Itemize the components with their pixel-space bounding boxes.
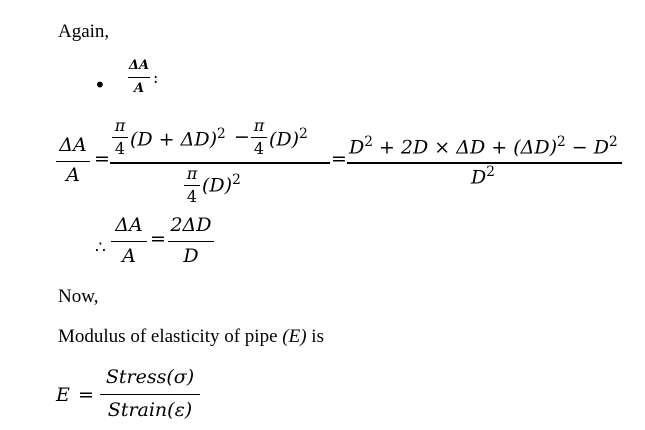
eq2-rhs-denominator: D bbox=[183, 245, 199, 267]
modulus-post: is bbox=[306, 326, 324, 347]
modulus-symbol: (E) bbox=[282, 326, 307, 347]
rhs-middle: + 2D × ΔD + (ΔD) bbox=[372, 136, 557, 159]
term2-text: (D) bbox=[269, 128, 300, 151]
eq1-num-term1 bbox=[130, 126, 226, 151]
eq1-rhs-numerator bbox=[349, 134, 618, 159]
four-digit: 4 bbox=[186, 187, 198, 206]
eq3-fraction bbox=[100, 366, 200, 426]
bullet-numerator: ΔA bbox=[128, 58, 150, 73]
fraction-bar bbox=[111, 241, 147, 242]
bullet-colon: : bbox=[153, 68, 159, 87]
exponent: 2 bbox=[364, 134, 373, 150]
now-text: Now, bbox=[58, 286, 99, 307]
eq1-lhs-fraction bbox=[56, 134, 90, 190]
fraction-bar bbox=[100, 394, 200, 395]
bullet-fraction bbox=[128, 58, 150, 102]
eq1-equals-2: = bbox=[331, 148, 347, 170]
fraction-bar bbox=[110, 162, 330, 164]
term1-text: (D + ΔD) bbox=[130, 128, 218, 151]
eq1-equals-1: = bbox=[94, 148, 110, 170]
fraction-bar bbox=[168, 241, 214, 242]
exponent: 2 bbox=[217, 126, 226, 142]
eq2-lhs-denominator: A bbox=[122, 245, 136, 267]
exponent: 2 bbox=[232, 172, 241, 188]
fraction-bar bbox=[251, 137, 267, 138]
eq1-lhs-denominator: A bbox=[66, 164, 80, 186]
eq3-denominator: Strain(ε) bbox=[107, 399, 193, 421]
eq2-lhs-fraction bbox=[111, 214, 147, 270]
rhs-end: − D bbox=[565, 136, 609, 159]
exponent: 2 bbox=[486, 164, 495, 180]
fraction-bar bbox=[184, 185, 200, 186]
rhs-den-d: D bbox=[471, 166, 487, 189]
pi-over-4-a bbox=[112, 116, 128, 162]
intro-text: Again, bbox=[58, 21, 110, 42]
eq1-num-minus: − bbox=[234, 126, 250, 148]
modulus-sentence bbox=[58, 326, 324, 348]
pi-over-4-b bbox=[251, 116, 267, 162]
exponent: 2 bbox=[557, 134, 566, 150]
pi-symbol: π bbox=[186, 164, 198, 183]
eq3-numerator: Stress(σ) bbox=[105, 366, 195, 388]
eq2-rhs-fraction bbox=[168, 214, 214, 270]
eq2-rhs-numerator: 2ΔD bbox=[170, 214, 212, 236]
eq1-num-term2 bbox=[269, 126, 308, 151]
four-digit: 4 bbox=[253, 139, 265, 158]
eq1-den-term bbox=[202, 172, 241, 197]
eq2-lhs-numerator: ΔA bbox=[115, 214, 143, 236]
eq1-lhs-numerator: ΔA bbox=[59, 134, 87, 156]
eq3-equals: = bbox=[78, 384, 94, 406]
exponent: 2 bbox=[299, 126, 308, 142]
eq3-lhs: E bbox=[56, 384, 70, 406]
pi-symbol: π bbox=[114, 116, 126, 135]
eq1-rhs-denominator bbox=[471, 164, 495, 189]
therefore-symbol: ∴ bbox=[95, 238, 106, 258]
rhs-d: D bbox=[349, 136, 365, 159]
modulus-pre: Modulus of elasticity of pipe bbox=[58, 326, 283, 347]
fraction-bar bbox=[128, 77, 150, 78]
exponent: 2 bbox=[608, 134, 618, 150]
fraction-bar bbox=[112, 137, 128, 138]
den-term-text: (D) bbox=[202, 174, 233, 197]
fraction-bar bbox=[56, 161, 90, 162]
four-digit: 4 bbox=[114, 139, 126, 158]
bullet-icon: • bbox=[94, 73, 106, 97]
eq2-equals: = bbox=[150, 228, 166, 250]
pi-over-4-c bbox=[184, 164, 200, 210]
pi-symbol: π bbox=[253, 116, 265, 135]
bullet-denominator: A bbox=[133, 81, 145, 96]
